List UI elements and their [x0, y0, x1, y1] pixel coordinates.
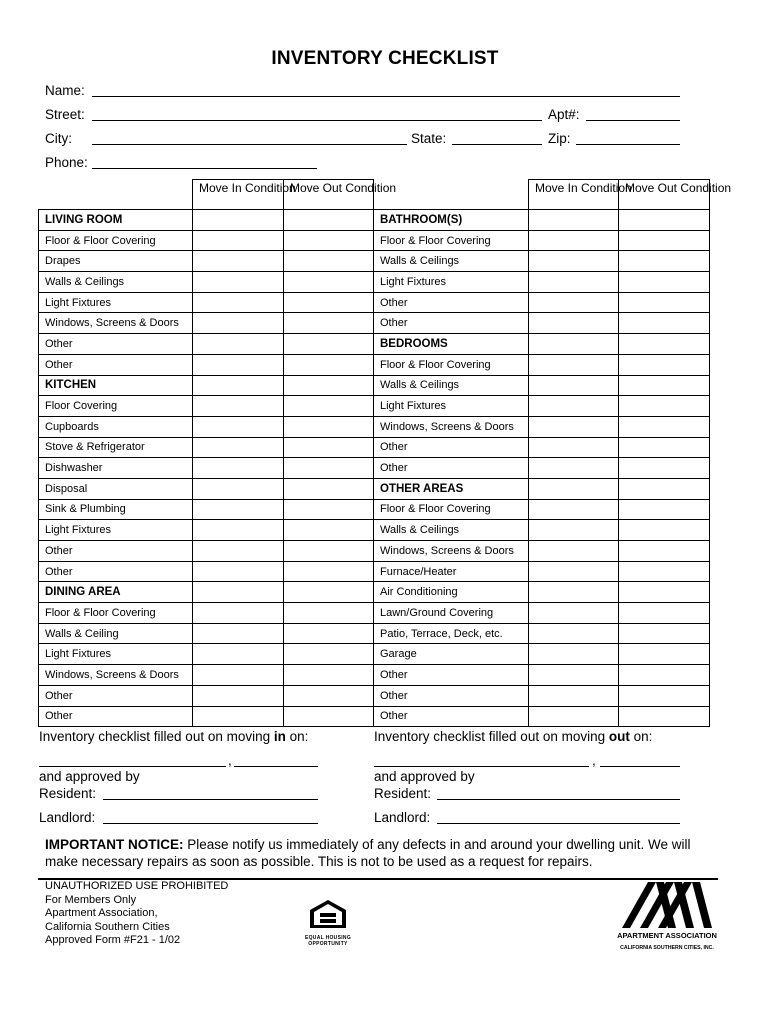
- state-field[interactable]: [452, 144, 542, 145]
- move-out-cell[interactable]: [619, 582, 710, 603]
- item-label: Other: [374, 685, 529, 706]
- item-label: Light Fixtures: [374, 272, 529, 293]
- move-out-cell[interactable]: [284, 375, 374, 396]
- table-row: [39, 541, 710, 562]
- move-out-statement: Inventory checklist filled out on moving out on:: [374, 729, 653, 744]
- move-in-cell[interactable]: [529, 499, 619, 520]
- move-in-cell[interactable]: [193, 706, 284, 727]
- move-out-cell[interactable]: [619, 251, 710, 272]
- equal-housing-icon: [306, 898, 350, 930]
- blank-cell: [39, 180, 193, 210]
- move-in-cell[interactable]: [193, 437, 284, 458]
- table-row: [39, 313, 710, 334]
- inventory-table: [38, 179, 732, 727]
- table-row: [39, 230, 710, 251]
- move-out-cell[interactable]: [619, 706, 710, 727]
- move-out-cell[interactable]: [284, 458, 374, 479]
- move-in-cell[interactable]: [529, 416, 619, 437]
- move-out-cell[interactable]: [619, 541, 710, 562]
- table-row: [39, 416, 710, 437]
- item-label: Other: [39, 706, 193, 727]
- table-row: [39, 292, 710, 313]
- item-label: Lawn/Ground Covering: [374, 603, 529, 624]
- move-out-cell[interactable]: [619, 416, 710, 437]
- city-field[interactable]: [92, 144, 407, 145]
- item-label: Walls & Ceilings: [39, 272, 193, 293]
- comma: ,: [228, 753, 232, 768]
- move-in-cell[interactable]: [529, 603, 619, 624]
- move-out-cell[interactable]: [284, 416, 374, 437]
- city-label: City:: [45, 131, 72, 146]
- section-heading: BATHROOM(S): [374, 210, 529, 231]
- table-row: [39, 665, 710, 686]
- move-out-cell[interactable]: [619, 292, 710, 313]
- move-out-cell[interactable]: [619, 230, 710, 251]
- move-in-statement: Inventory checklist filled out on moving in on:: [39, 729, 309, 744]
- move-out-cell[interactable]: [619, 334, 710, 355]
- item-label: Walls & Ceiling: [39, 623, 193, 644]
- move-in-cell[interactable]: [529, 561, 619, 582]
- apartment-association-logo: [612, 880, 722, 960]
- move-in-cell[interactable]: [193, 458, 284, 479]
- item-label: Other: [374, 437, 529, 458]
- move-in-cell[interactable]: [529, 706, 619, 727]
- item-label: Walls & Ceilings: [374, 251, 529, 272]
- table-row: [39, 210, 710, 231]
- item-label: Walls & Ceilings: [374, 520, 529, 541]
- move-out-cell[interactable]: [619, 313, 710, 334]
- move-in-cell[interactable]: [193, 230, 284, 251]
- item-label: Air Conditioning: [374, 582, 529, 603]
- item-label: Floor & Floor Covering: [374, 354, 529, 375]
- apt-field[interactable]: [586, 120, 680, 121]
- move-out-cell[interactable]: [284, 334, 374, 355]
- table-row: [39, 706, 710, 727]
- item-label: Drapes: [39, 251, 193, 272]
- move-in-cell[interactable]: [193, 623, 284, 644]
- item-label: Floor & Floor Covering: [39, 230, 193, 251]
- equal-housing-logo: EQUAL HOUSING OPPORTUNITY: [302, 898, 354, 947]
- move-in-cell[interactable]: [193, 354, 284, 375]
- item-label: Windows, Screens & Doors: [39, 665, 193, 686]
- move-out-cell[interactable]: [284, 685, 374, 706]
- blank-cell: [374, 180, 529, 210]
- move-out-cell[interactable]: [284, 541, 374, 562]
- move-in-cell[interactable]: [529, 272, 619, 293]
- move-out-cell[interactable]: [619, 623, 710, 644]
- aa-line-2: CALIFORNIA SOUTHERN CITIES, INC.: [620, 945, 714, 951]
- move-in-cell[interactable]: [529, 313, 619, 334]
- move-out-resident-field[interactable]: [437, 799, 680, 800]
- move-in-cell[interactable]: [529, 644, 619, 665]
- item-label: Floor & Floor Covering: [374, 230, 529, 251]
- move-out-cell[interactable]: [284, 210, 374, 231]
- landlord-label: Landlord:: [374, 810, 431, 825]
- section-heading: BEDROOMS: [374, 334, 529, 355]
- resident-label: Resident:: [374, 786, 432, 801]
- move-in-cell[interactable]: [193, 665, 284, 686]
- move-out-landlord-field[interactable]: [437, 823, 680, 824]
- move-out-cell[interactable]: [284, 603, 374, 624]
- comma: ,: [592, 753, 596, 768]
- table-row: [39, 603, 710, 624]
- item-label: Light Fixtures: [39, 520, 193, 541]
- table-row: [39, 437, 710, 458]
- apartment-association-icon: [612, 880, 722, 960]
- move-out-cell[interactable]: [619, 561, 710, 582]
- move-out-cell[interactable]: [284, 499, 374, 520]
- important-notice: IMPORTANT NOTICE: Please notify us immediately of any defects in and around your dwelling unit. We will make necessary repairs as soon as possible. This is not to be used as a request for repairs.: [45, 837, 691, 869]
- move-in-cell[interactable]: [193, 251, 284, 272]
- state-label: State:: [411, 131, 447, 146]
- move-in-cell[interactable]: [193, 603, 284, 624]
- item-label: Light Fixtures: [39, 292, 193, 313]
- move-in-cell[interactable]: [529, 230, 619, 251]
- table-row: [39, 685, 710, 706]
- section-heading: KITCHEN: [39, 375, 193, 396]
- move-in-cell[interactable]: [193, 499, 284, 520]
- move-out-date-field[interactable]: [374, 766, 589, 767]
- table-row: [39, 478, 710, 499]
- move-out-cell[interactable]: [619, 499, 710, 520]
- move-out-cell[interactable]: [619, 603, 710, 624]
- move-in-cell[interactable]: [193, 416, 284, 437]
- move-in-year-field[interactable]: [234, 766, 318, 767]
- move-in-cell[interactable]: [193, 685, 284, 706]
- move-out-cell[interactable]: [619, 396, 710, 417]
- street-field[interactable]: [92, 120, 542, 121]
- item-label: Other: [39, 561, 193, 582]
- item-label: Garage: [374, 644, 529, 665]
- move-out-cell[interactable]: [284, 623, 374, 644]
- item-label: Other: [39, 334, 193, 355]
- move-in-cell[interactable]: [529, 665, 619, 686]
- move-in-header: Move In Condition: [193, 180, 284, 210]
- phone-label: Phone:: [45, 155, 88, 170]
- move-out-cell[interactable]: [284, 706, 374, 727]
- item-label: Other: [374, 292, 529, 313]
- move-in-cell[interactable]: [193, 210, 284, 231]
- table-row: [39, 623, 710, 644]
- item-label: Dishwasher: [39, 458, 193, 479]
- move-out-cell[interactable]: [619, 458, 710, 479]
- table-row: [39, 375, 710, 396]
- move-in-date-field[interactable]: [39, 766, 226, 767]
- move-out-cell[interactable]: [284, 582, 374, 603]
- move-in-cell[interactable]: [529, 478, 619, 499]
- street-label: Street:: [45, 107, 85, 122]
- move-in-cell[interactable]: [529, 375, 619, 396]
- move-out-cell[interactable]: [619, 437, 710, 458]
- item-label: Sink & Plumbing: [39, 499, 193, 520]
- page-title: INVENTORY CHECKLIST: [271, 48, 499, 69]
- item-label: Other: [39, 354, 193, 375]
- item-label: Other: [374, 665, 529, 686]
- section-heading: LIVING ROOM: [39, 210, 193, 231]
- item-label: Other: [374, 706, 529, 727]
- section-heading: DINING AREA: [39, 582, 193, 603]
- item-label: Patio, Terrace, Deck, etc.: [374, 623, 529, 644]
- move-out-cell[interactable]: [619, 272, 710, 293]
- table-row: [39, 334, 710, 355]
- move-out-cell[interactable]: [284, 520, 374, 541]
- item-label: Windows, Screens & Doors: [39, 313, 193, 334]
- move-out-header: Move Out Condition: [284, 180, 374, 210]
- table-header-row: [39, 180, 710, 210]
- aa-line-1: APARTMENT ASSOCIATION: [617, 931, 717, 940]
- item-label: Other: [374, 458, 529, 479]
- move-in-cell[interactable]: [529, 582, 619, 603]
- table-row: [39, 644, 710, 665]
- item-label: Disposal: [39, 478, 193, 499]
- move-in-cell[interactable]: [193, 561, 284, 582]
- item-label: Light Fixtures: [374, 396, 529, 417]
- move-out-cell[interactable]: [619, 478, 710, 499]
- move-in-cell[interactable]: [193, 541, 284, 562]
- move-out-cell[interactable]: [619, 685, 710, 706]
- move-in-cell[interactable]: [193, 272, 284, 293]
- move-out-cell[interactable]: [284, 313, 374, 334]
- item-label: Other: [39, 541, 193, 562]
- move-in-cell[interactable]: [529, 354, 619, 375]
- item-label: Stove & Refrigerator: [39, 437, 193, 458]
- move-in-cell[interactable]: [193, 520, 284, 541]
- move-out-cell[interactable]: [284, 478, 374, 499]
- move-out-year-field[interactable]: [600, 766, 680, 767]
- item-label: Other: [39, 685, 193, 706]
- item-label: Floor & Floor Covering: [374, 499, 529, 520]
- landlord-label: Landlord:: [39, 810, 96, 825]
- table-row: [39, 582, 710, 603]
- move-out-cell[interactable]: [284, 396, 374, 417]
- move-in-cell[interactable]: [193, 582, 284, 603]
- resident-label: Resident:: [39, 786, 97, 801]
- move-in-resident-field[interactable]: [103, 799, 318, 800]
- name-label: Name:: [45, 83, 85, 98]
- approved-label: and approved by: [374, 769, 475, 784]
- item-label: Other: [374, 313, 529, 334]
- move-in-cell[interactable]: [193, 292, 284, 313]
- move-out-cell[interactable]: [619, 644, 710, 665]
- approved-label: and approved by: [39, 769, 140, 784]
- move-in-cell[interactable]: [529, 210, 619, 231]
- item-label: Windows, Screens & Doors: [374, 541, 529, 562]
- item-label: Furnace/Heater: [374, 561, 529, 582]
- move-in-cell[interactable]: [529, 334, 619, 355]
- move-in-cell[interactable]: [529, 396, 619, 417]
- move-out-cell[interactable]: [284, 354, 374, 375]
- move-in-cell[interactable]: [193, 644, 284, 665]
- move-out-cell[interactable]: [619, 665, 710, 686]
- move-in-landlord-field[interactable]: [103, 823, 318, 824]
- item-label: Windows, Screens & Doors: [374, 416, 529, 437]
- move-in-cell[interactable]: [193, 375, 284, 396]
- section-heading: OTHER AREAS: [374, 478, 529, 499]
- move-out-cell[interactable]: [284, 561, 374, 582]
- move-in-cell[interactable]: [193, 396, 284, 417]
- move-out-cell[interactable]: [619, 520, 710, 541]
- move-in-cell[interactable]: [193, 313, 284, 334]
- apt-label: Apt#:: [548, 107, 580, 122]
- move-out-cell[interactable]: [284, 665, 374, 686]
- move-in-cell[interactable]: [529, 292, 619, 313]
- table-row: [39, 396, 710, 417]
- move-out-cell[interactable]: [284, 230, 374, 251]
- footer-text: UNAUTHORIZED USE PROHIBITED For Members Only Apartment Association, California Southern Cities Approved Form #F21 - 1/02: [45, 880, 229, 947]
- item-label: Walls & Ceilings: [374, 375, 529, 396]
- table-row: [39, 561, 710, 582]
- table-row: [39, 354, 710, 375]
- move-in-cell[interactable]: [529, 685, 619, 706]
- move-in-cell[interactable]: [529, 251, 619, 272]
- zip-field[interactable]: [576, 144, 680, 145]
- table-row: [39, 251, 710, 272]
- item-label: Cupboards: [39, 416, 193, 437]
- item-label: Floor & Floor Covering: [39, 603, 193, 624]
- item-label: Light Fixtures: [39, 644, 193, 665]
- move-out-cell[interactable]: [284, 251, 374, 272]
- move-out-cell[interactable]: [619, 375, 710, 396]
- move-out-cell[interactable]: [619, 354, 710, 375]
- move-in-cell[interactable]: [193, 478, 284, 499]
- move-in-cell[interactable]: [529, 520, 619, 541]
- move-in-cell[interactable]: [529, 541, 619, 562]
- move-in-cell[interactable]: [529, 458, 619, 479]
- move-in-cell[interactable]: [529, 437, 619, 458]
- move-out-cell[interactable]: [284, 437, 374, 458]
- table-row: [39, 499, 710, 520]
- table-row: [39, 458, 710, 479]
- move-out-header: Move Out Condition: [619, 180, 710, 210]
- item-label: Floor Covering: [39, 396, 193, 417]
- zip-label: Zip:: [548, 131, 571, 146]
- phone-field[interactable]: [92, 168, 317, 169]
- move-in-cell[interactable]: [193, 334, 284, 355]
- move-in-cell[interactable]: [529, 623, 619, 644]
- move-out-cell[interactable]: [619, 210, 710, 231]
- move-out-cell[interactable]: [284, 292, 374, 313]
- move-out-cell[interactable]: [284, 644, 374, 665]
- name-field[interactable]: [92, 96, 680, 97]
- table-row: [39, 272, 710, 293]
- move-out-cell[interactable]: [284, 272, 374, 293]
- move-in-header: Move In Condition: [529, 180, 619, 210]
- table-row: [39, 520, 710, 541]
